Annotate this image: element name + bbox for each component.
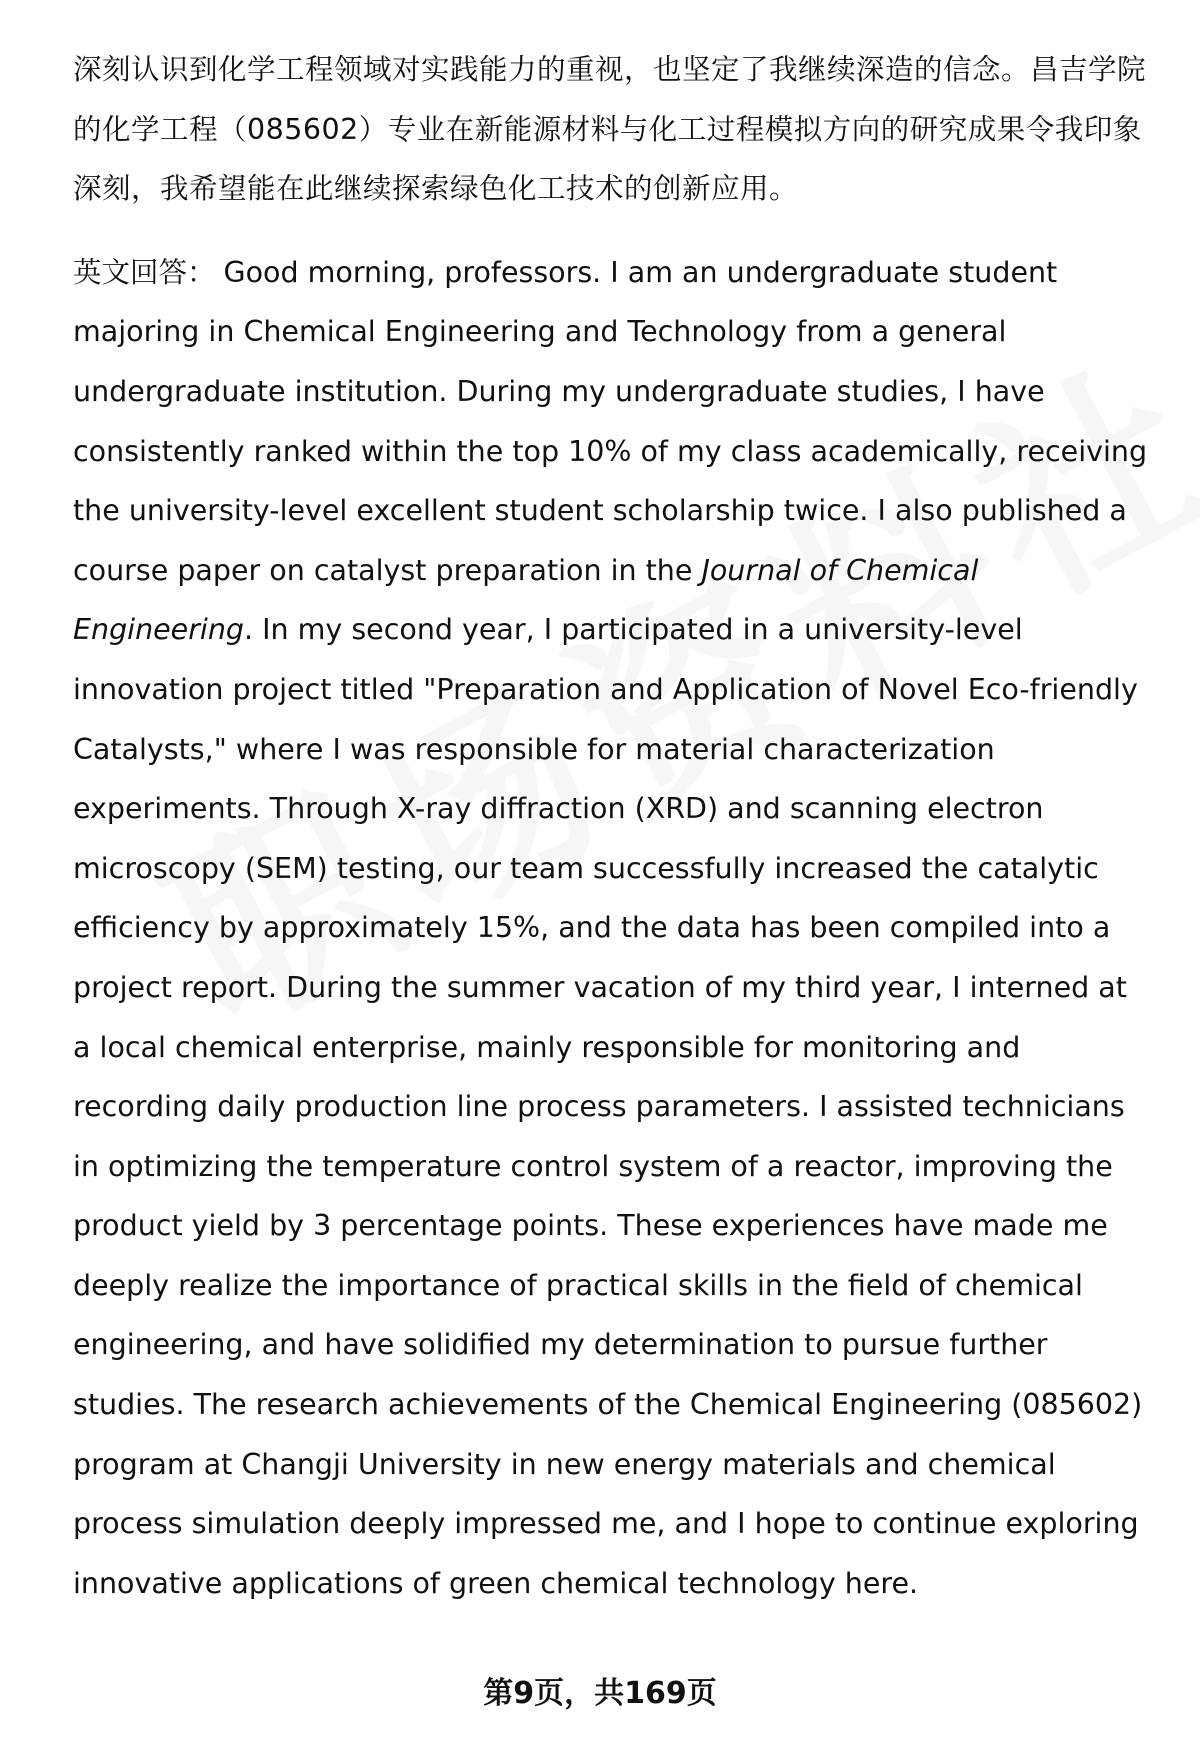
chinese-paragraph: 深刻认识到化学工程领域对实践能力的重视，也坚定了我继续深造的信念。昌吉学院的化学工程（085602）专业在新能源材料与化工过程模拟方向的研究成果令我印象深刻，我希望能在此继续探索绿色化工技术的创新应用。	[73, 53, 1147, 206]
english-answer-text-part1: Good morning, professors. I am an undergraduate student majoring in Chemical Engineering and Technology from a general undergraduate institution. During my undergraduate studies, I have consistently ranked within the top 10% of my class academically, receiving the university-level excellent student scholarship twice. I also published a course paper on catalyst preparation in the	[73, 255, 1148, 587]
page-number-footer: 第9页，共169页	[483, 1676, 717, 1711]
journal-title: Journal of Chemical Engineering	[73, 553, 979, 647]
page-content	[73, 40, 1153, 1613]
english-answer-paragraph	[73, 243, 1153, 1614]
english-answer-text-part2: . In my second year, I participated in a university-level innovation project titled "Preparation and Application of Novel Eco-friendly Catalysts," where I was responsible for material characterization experiments. Through X-ray diffraction (XRD) and scanning electron microscopy (SEM) testing, our team successfully increased the catalytic efficiency by approximately 15%, and the data has been compiled into a project report. During the summer vacation of my third year, I interned at a local chemical enterprise, mainly responsible for monitoring and recording daily production line process parameters. I assisted technicians in optimizing the temperature control system of a reactor, improving the product yield by 3 percentage points. These experiences have made me deeply realize the importance of practical skills in the field of chemical engineering, and have solidified my determination to pursue further studies. The research achievements of the Chemical Engineering (085602) program at Changji University in new energy materials and chemical process simulation deeply impressed me, and I hope to continue exploring innovative applications of green chemical technology here.	[73, 613, 1143, 1600]
english-answer-label: 英文回答：	[73, 255, 216, 289]
